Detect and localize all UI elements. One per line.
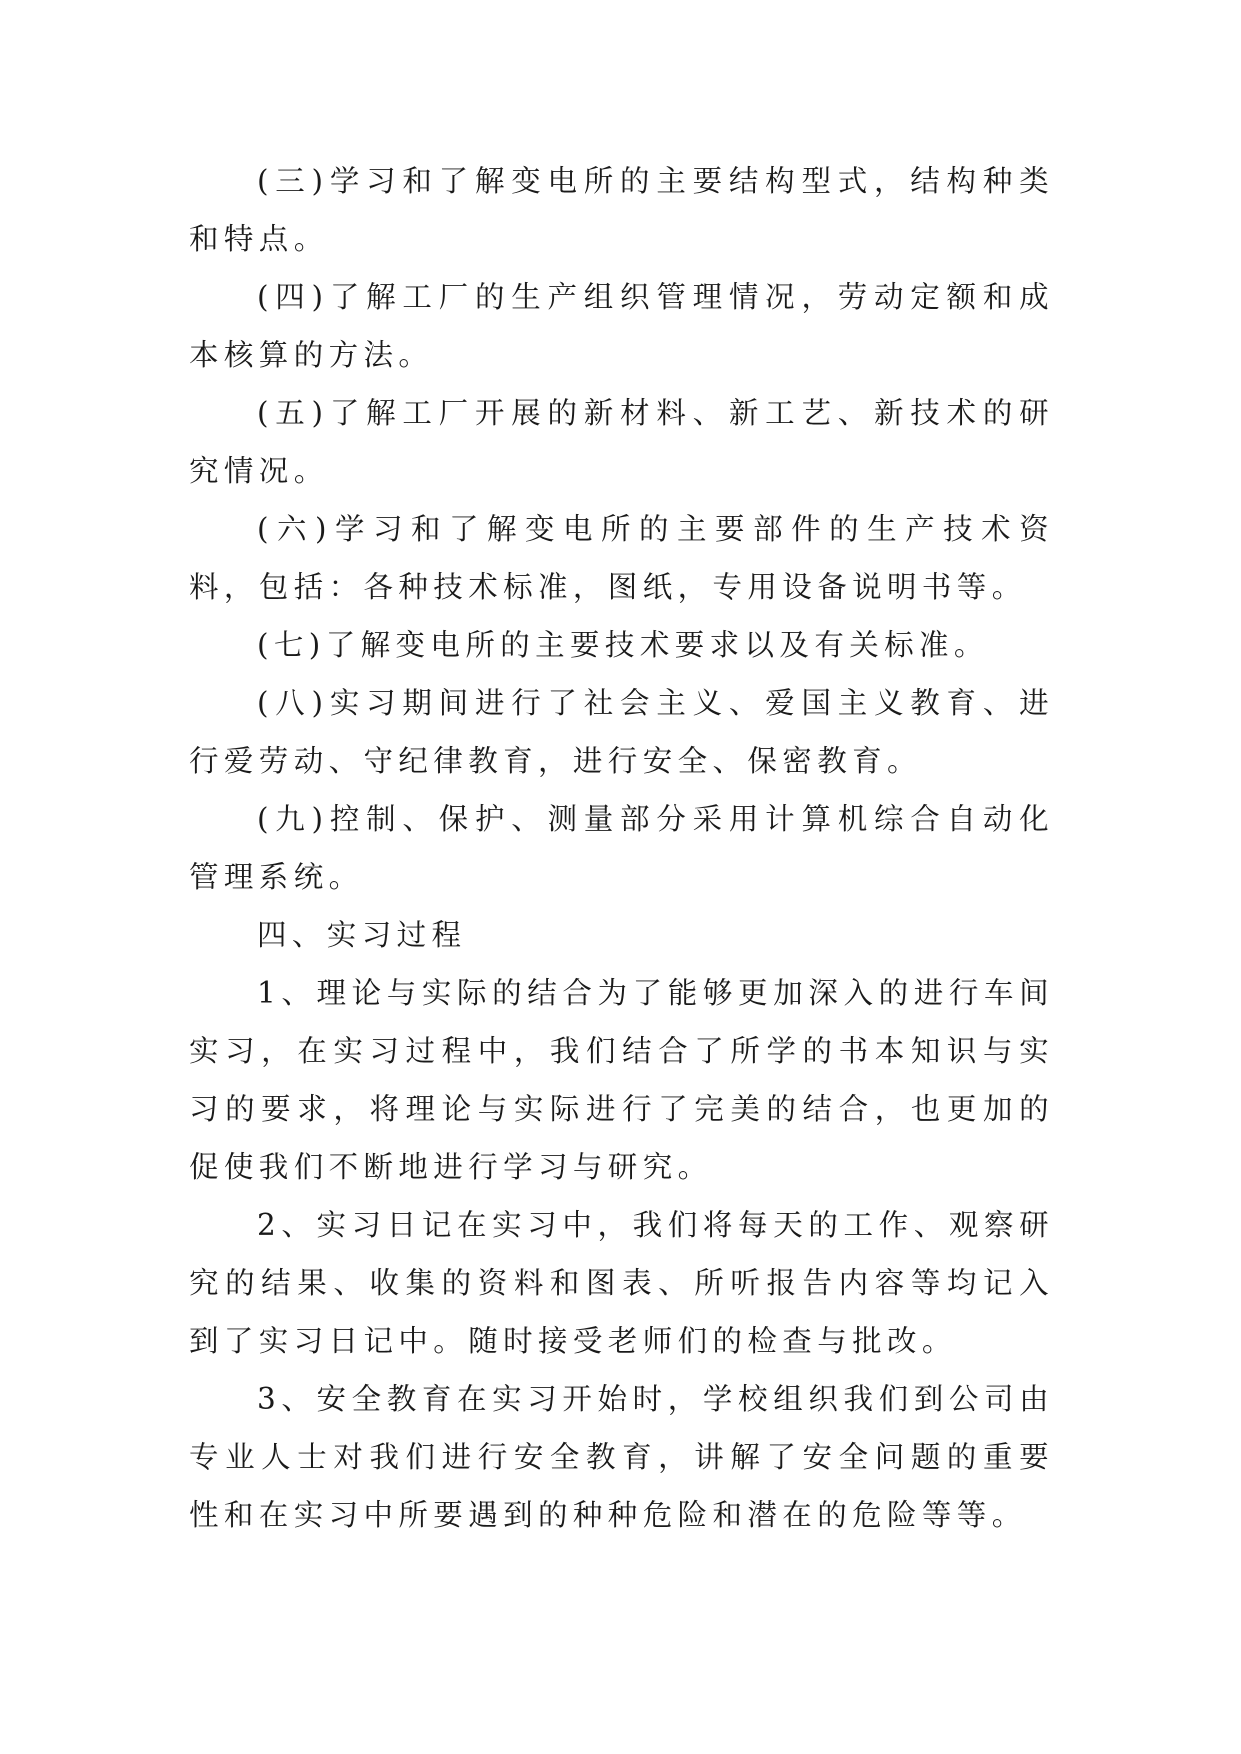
paragraph-safety-education: 3、安全教育在实习开始时，学校组织我们到公司由专业人士对我们进行安全教育，讲解了安全问题的重要性和在实习中所要遇到的种种危险和潜在的危险等等。 — [189, 1382, 1054, 1532]
paragraph-7-requirements: (七)了解变电所的主要技术要求以及有关标准。 — [257, 628, 989, 662]
paragraph-4-management: (四)了解工厂的生产组织管理情况，劳动定额和成本核算的方法。 — [189, 280, 1054, 372]
section-heading-internship-process: 四、实习过程 — [257, 918, 467, 952]
paragraph-theory-practice: 1、理论与实际的结合为了能够更加深入的进行车间实习，在实习过程中，我们结合了所学的书本知识与实习的要求，将理论与实际进行了完美的结合，也更加的促使我们不断地进行学习与研究。 — [189, 976, 1054, 1184]
paragraph-9-automation: (九)控制、保护、测量部分采用计算机综合自动化管理系统。 — [189, 802, 1054, 894]
paragraph-internship-diary: 2、实习日记在实习中，我们将每天的工作、观察研究的结果、收集的资料和图表、所听报告内容等均记入到了实习日记中。随时接受老师们的检查与批改。 — [189, 1208, 1054, 1358]
paragraph-5-new-tech: (五)了解工厂开展的新材料、新工艺、新技术的研究情况。 — [189, 396, 1054, 488]
paragraph-6-tech-docs: (六)学习和了解变电所的主要部件的生产技术资料，包括：各种技术标准，图纸，专用设备说明书等。 — [189, 512, 1054, 604]
document-body — [189, 152, 1054, 1544]
paragraph-8-education: (八)实习期间进行了社会主义、爱国主义教育、进行爱劳动、守纪律教育，进行安全、保密教育。 — [189, 686, 1054, 778]
paragraph-3-structure: (三)学习和了解变电所的主要结构型式，结构种类和特点。 — [189, 164, 1054, 256]
